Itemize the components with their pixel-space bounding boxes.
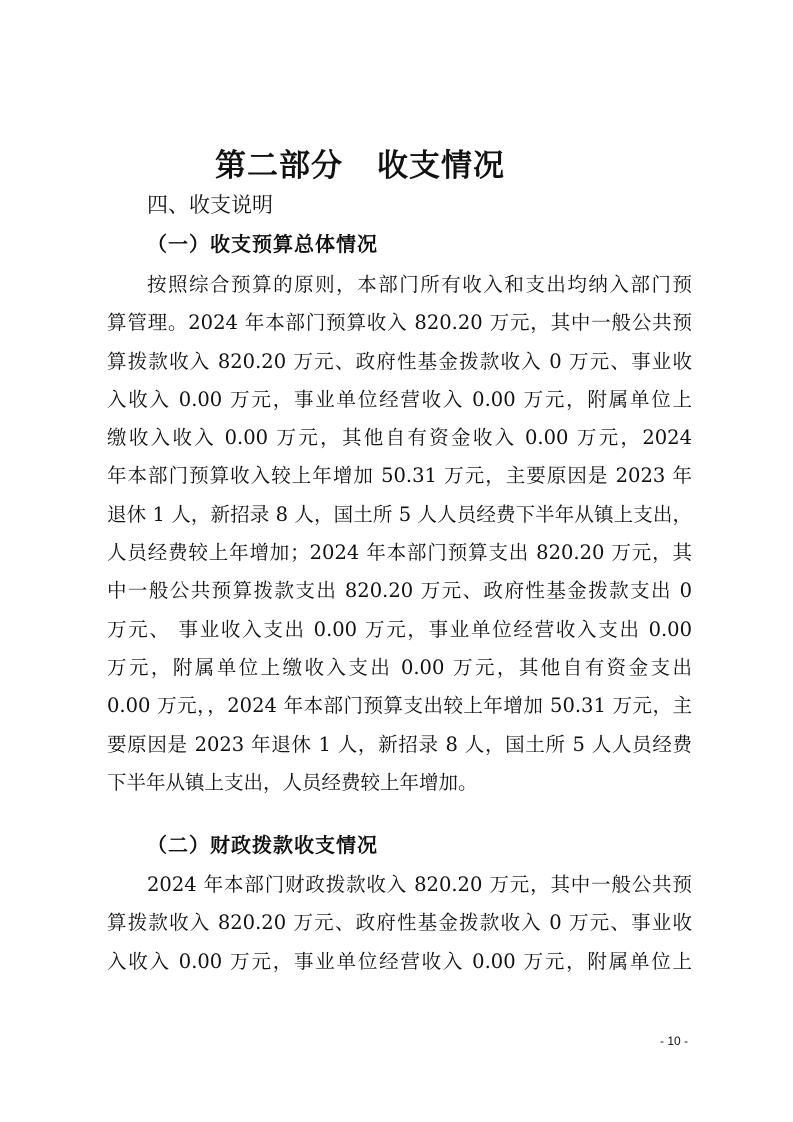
paragraph-line: 退休 1 人，新招录 8 人，国土所 5 人人员经费下半年从镇上支出， [107, 502, 692, 526]
paragraph-line: 2024 年本部门财政拨款收入 820.20 万元，其中一般公共预 [147, 873, 692, 896]
page-number: - 10 - [660, 1034, 689, 1048]
paragraph-line: 人员经费较上年增加；2024 年本部门预算支出 820.20 万元，其 [107, 541, 692, 565]
paragraph-line: 算拨款收入 820.20 万元、政府性基金拨款收入 0 万元、事业收 [107, 349, 692, 373]
paragraph-line: 万元，附属单位上缴收入支出 0.00 万元，其他自有资金支出 [107, 655, 692, 679]
paragraph-line: 入收入 0.00 万元，事业单位经营收入 0.00 万元，附属单位上 [107, 949, 692, 973]
paragraph-line: 0.00 万元，，2024 年本部门预算支出较上年增加 50.31 万元，主 [107, 694, 692, 718]
paragraph-line: 缴收入收入 0.00 万元，其他自有资金收入 0.00 万元，2024 [107, 426, 692, 450]
paragraph-line: 入收入 0.00 万元，事业单位经营收入 0.00 万元，附属单位上 [107, 387, 692, 411]
paragraph-line: 年本部门预算收入较上年增加 50.31 万元，主要原因是 2023 年 [107, 464, 692, 488]
section-heading: 四、收支说明 [147, 193, 273, 217]
subsection-2-paragraph [107, 866, 692, 981]
paragraph-line: 按照综合预算的原则，本部门所有收入和支出均纳入部门预 [147, 273, 692, 296]
paragraph-line: 算管理。2024 年本部门预算收入 820.20 万元，其中一般公共预 [107, 311, 692, 335]
subsection-1-heading: （一）收支预算总体情况 [147, 232, 378, 256]
paragraph-line: 下半年从镇上支出，人员经费较上年增加。 [107, 770, 478, 794]
title-part: 第二部分 [215, 148, 343, 184]
title-name: 收支情况 [377, 148, 505, 184]
subsection-2-heading: （二）财政拨款收支情况 [147, 833, 378, 857]
paragraph-line: 中一般公共预算拨款支出 820.20 万元、政府性基金拨款支出 0 [107, 579, 692, 603]
paragraph-line: 万元、 事业收入支出 0.00 万元，事业单位经营收入支出 0.00 [107, 617, 692, 641]
paragraph-line: 算拨款收入 820.20 万元、政府性基金拨款收入 0 万元、事业收 [107, 911, 692, 935]
subsection-1-paragraph [107, 266, 692, 802]
page-title [150, 140, 570, 185]
paragraph-line: 要原因是 2023 年退休 1 人，新招录 8 人，国土所 5 人人员经费 [107, 732, 692, 756]
